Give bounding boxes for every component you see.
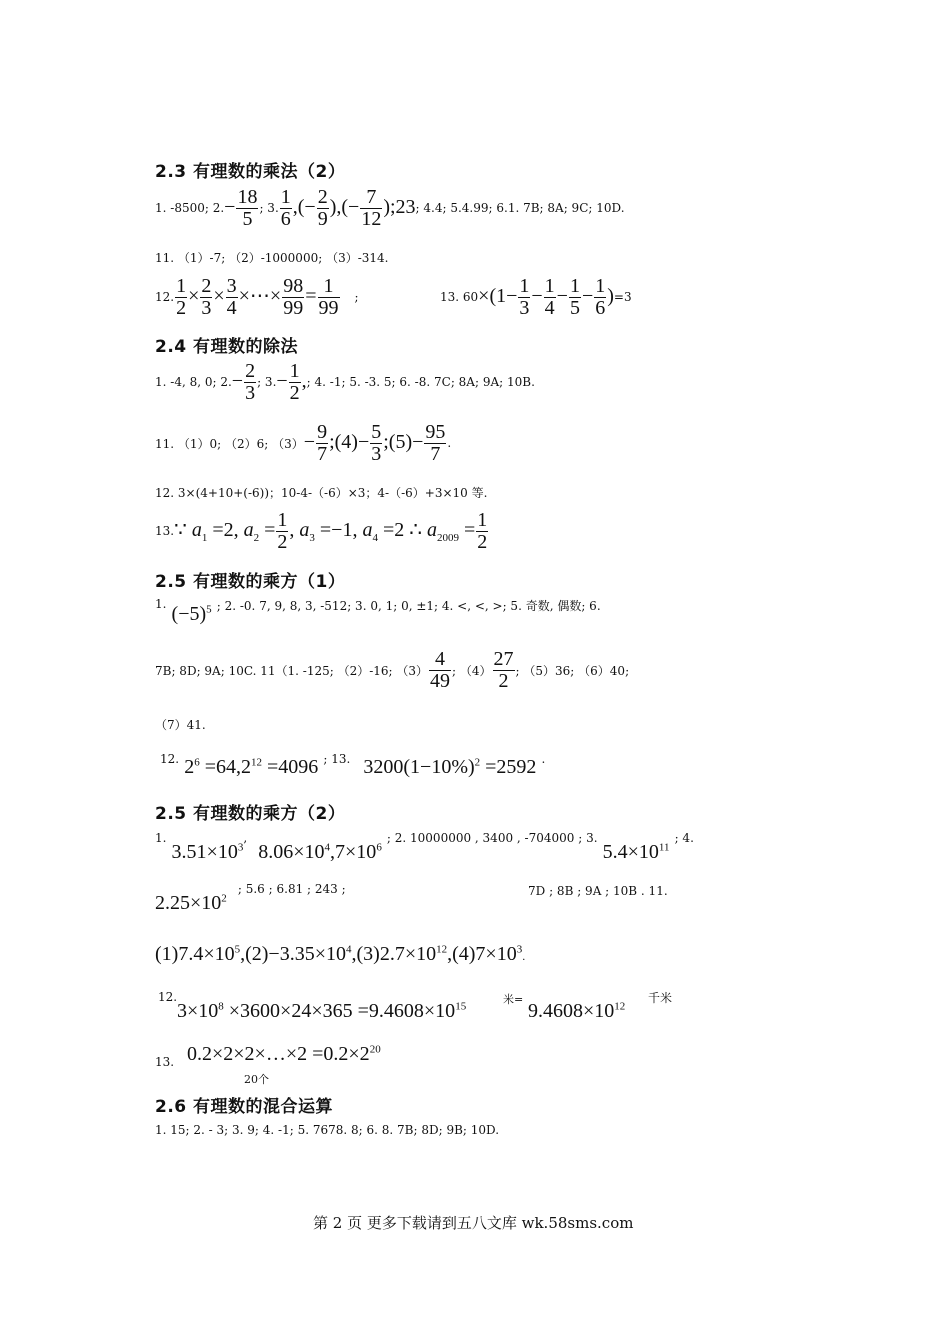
answer-line xyxy=(440,272,632,322)
answer-line xyxy=(155,418,451,468)
section-heading-2-4: 2.4 有理数的除法 xyxy=(155,337,299,357)
answer-line xyxy=(155,506,489,556)
math-expression: − $\frac{18}{5}$ xyxy=(224,185,258,230)
math-expression: ∵ $a_1 =2$, $a_2$ = $\frac{1}{2}$ , $a_3 =-1$, $a_4 =2$ ∴ $a_{2009}$ = $\frac{1}{2}$ xyxy=(174,508,488,553)
section-heading-2-5-1: 2.5 有理数的乘方（1） xyxy=(155,572,346,592)
answer-text: ; 4. -1; 5. -3. 5; 6. -8. 7C; 8A; 9A; 10B. xyxy=(306,375,535,389)
answer-line: 1. 15; 2. - 3; 3. 9; 4. -1; 5. 7678. 8; 6. 8. 7B; 8D; 9B; 10D. xyxy=(155,1123,500,1137)
math-expression: $9.4608\times 10^{12}$ xyxy=(528,1000,626,1022)
answer-line xyxy=(155,882,346,915)
answer-line: 11. （1）-7; （2）-1000000; （3）-314. xyxy=(155,251,389,265)
math-expression: $\frac{1}{2}$ × $\frac{2}{3}$ × $\frac{3}{4}$ ×⋯× $\frac{98}{99}$ = $\frac{1}{99}$ xyxy=(176,274,339,319)
answer-line: 12. 3×(4+10+(-6))；10-4-（-6）×3；4-（-6）+3×10 等. xyxy=(155,486,488,500)
answer-text: ; 2. -0. 7, 9, 8, 3, -512; 3. 0, 1; 0, ±1; 4. <, <, >; 5. 奇数, 偶数; 6. xyxy=(216,599,601,613)
answer-line xyxy=(155,272,359,322)
section-heading-2-6: 2.6 有理数的混合运算 xyxy=(155,1097,334,1117)
answer-text: 13. 60 xyxy=(440,290,479,304)
answer-text: 13. xyxy=(155,524,175,538)
math-expression: ×(1− $\frac{1}{3}$ − $\frac{1}{4}$ − $\frac{1}{5}$ − $\frac{1}{6}$ ) xyxy=(478,274,614,319)
answer-text: ; 3. xyxy=(257,375,277,389)
answer-text: 12. xyxy=(155,290,175,304)
math-expression: − $\frac{1}{2}$ , xyxy=(276,359,307,404)
math-expression: $2.25\times 10^2$ xyxy=(155,892,227,914)
answer-line xyxy=(155,183,625,233)
math-expression: $3\times 10^8 \times 3600\times 24\times 365 =9.4608\times 10^{15}$ xyxy=(177,1000,467,1022)
math-expression: 0.2×2×2×…×2 $=0.2\times 2^{20}$ xyxy=(187,1043,381,1065)
math-expression: $5.4\times 10^{11}$ xyxy=(602,841,670,863)
answer-text: ; （5）36; （6）40; xyxy=(515,663,630,678)
unit-label: 千米 xyxy=(648,991,673,1005)
answer-text: ; 13. xyxy=(323,752,351,766)
answer-text: ; 5.6 ; 6.81 ; 243 ; xyxy=(237,882,346,896)
answer-text: ; xyxy=(354,290,359,304)
period: . xyxy=(447,436,452,450)
answer-text: ; 2. 10000000 , 3400 , -704000 ; 3. xyxy=(386,831,598,845)
answer-line xyxy=(155,597,601,626)
answer-text: 12. xyxy=(158,990,178,1004)
answer-text: 13. xyxy=(155,1055,175,1069)
answer-text: 1. -4, 8, 0; 2. xyxy=(155,375,232,389)
math-expression: $\frac{1}{6}$ ,(− $\frac{2}{9}$ ),(− $\frac{7}{12}$ );23 xyxy=(280,185,416,230)
answer-line: 7D ; 8B ; 9A ; 10B . 11. xyxy=(528,884,668,898)
math-expression: $\frac{27}{2}$ xyxy=(493,647,514,692)
section-heading-2-5-2: 2.5 有理数的乘方（2） xyxy=(155,804,346,824)
math-expression: − $\frac{2}{3}$ xyxy=(231,359,256,404)
answer-line: $^{12.}$ $2^6 =64,2^{12} =4096$ $^{; 13.}$ $3200(1-10\%)^2 =2592$ . xyxy=(160,752,546,778)
unit-label: 米= xyxy=(503,993,524,1006)
math-expression: $(1)7.4\times 10^5,(2)-3.35\times 10^4,(3)2.7\times 10^{12},(4)7\times 10^3$. xyxy=(155,943,526,965)
answer-text: ; （4） xyxy=(452,663,492,678)
answer-text: 11. （1）0; （2）6; （3） xyxy=(155,436,304,451)
math-expression: − $\frac{9}{7}$ ;(4)− $\frac{5}{3}$ ;(5)− $\frac{95}{7}$ xyxy=(303,420,446,465)
math-expression: $2^6 =64,2^{12} =4096$ xyxy=(184,756,319,778)
answer-text: ; 3. xyxy=(259,201,279,215)
answer-text: 7B; 8D; 9A; 10C. 11（1. -125; （2）-16; （3） xyxy=(155,663,429,678)
math-expression: $3.51\times 10^3$ xyxy=(171,841,244,863)
answer-text: ; 4. xyxy=(674,831,694,845)
answer-line xyxy=(155,645,629,695)
answer-text: ; 4.4; 5.4.99; 6.1. 7B; 8A; 9C; 10D. xyxy=(415,201,625,215)
answer-text: =3 xyxy=(613,290,632,304)
answer-text: 1. xyxy=(155,831,167,845)
math-expression: $(-5)^5$ xyxy=(171,603,212,625)
answer-text: 12. xyxy=(160,752,180,766)
math-expression: $3200(1-10\%)^2 =2592$ xyxy=(363,756,537,778)
math-expression: $\frac{4}{49}$ xyxy=(430,647,451,692)
section-heading-2-3: 2.3 有理数的乘法（2） xyxy=(155,162,346,182)
page-footer: 第 2 页 更多下载请到五八文库 wk.58sms.com xyxy=(313,1214,634,1232)
answer-line xyxy=(155,357,535,407)
count-label: 20个 xyxy=(244,1073,269,1086)
answer-line: （7）41. xyxy=(155,718,206,732)
math-expression: $8.06\times 10^4,7\times 10^6$ xyxy=(258,841,382,863)
answer-text: 1. xyxy=(155,597,167,611)
answer-line: $^{1.}$ $3.51\times 10^{3,}$ $8.06\times 10^4,7\times 10^6$ $^{; 2. 10000000 , 3400 , -704000 ; 3.}$ $5.4\times 10^{11}$ $^{; 4.}$ xyxy=(155,831,694,863)
answer-text: 1. -8500; 2. xyxy=(155,201,225,215)
